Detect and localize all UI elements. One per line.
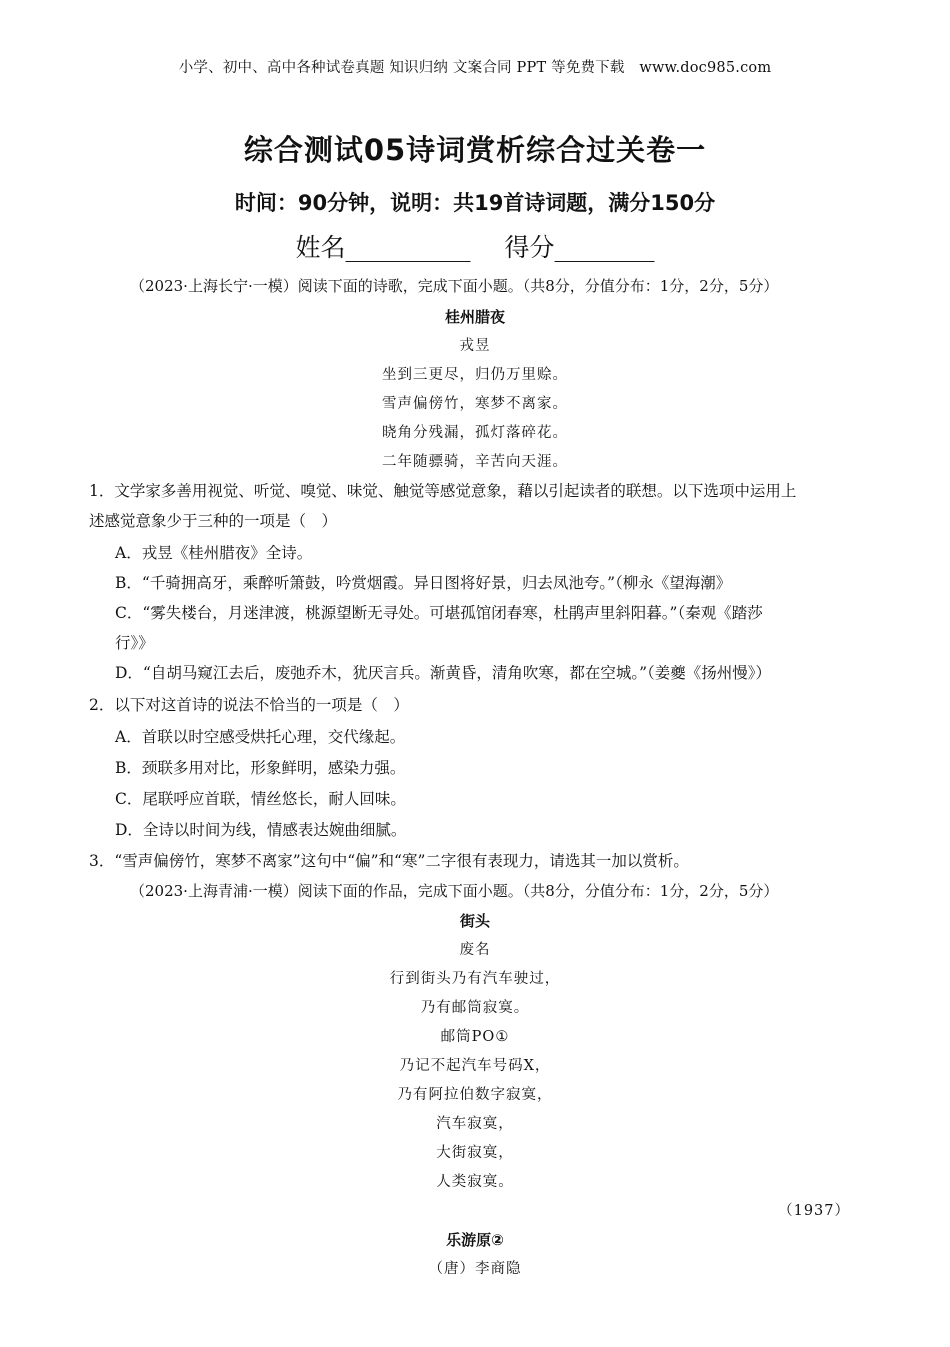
poem1-author: 戎昱 (459, 338, 491, 354)
question-1: 1．文学家多善用视觉、听觉、嗅觉、味觉、触觉等感觉意象，藉以引起读者的联想。以下选项中运用上 (89, 482, 797, 500)
question-3: 3．“雪声偏傍竹，寒梦不离家”这句中“偏”和“寒”二字很有表现力，请选其一加以赏析。 (89, 852, 689, 870)
poem2-line: 行到街头乃有汽车驶过， (389, 971, 561, 987)
poem1-line: 雪声偏傍竹，寒梦不离家。 (382, 396, 568, 412)
poem2-author: 废名 (459, 942, 491, 958)
site-header: 小学、初中、高中各种试卷真题 知识归纳 文案合同 PPT 等免费下载 www.doc985.com (178, 60, 772, 76)
poem2-line: 邮筒PO① (440, 1029, 510, 1045)
question-1-cont: 述感觉意象少于三种的一项是（ ） (89, 512, 338, 530)
poem1-line: 二年随骠骑，辛苦向天涯。 (382, 454, 568, 470)
q1-option-c-cont: 行》》 (115, 634, 154, 652)
page-subtitle: 时间：90分钟，说明：共19首诗词题，满分150分 (234, 191, 716, 215)
poem1-title: 桂州腊夜 (444, 308, 505, 326)
poem1-line: 坐到三更尽，归仍万里赊。 (382, 367, 568, 383)
poem2-line: 汽车寂寞， (436, 1116, 514, 1132)
poem3-title: 乐游原② (446, 1231, 504, 1249)
name-score-line (0, 228, 950, 264)
q1-option-b: B．“千骑拥高牙，乘醉听箫鼓，吟赏烟霞。异日图将好景，归去凤池夸。”（柳永《望海潮》 (115, 574, 732, 592)
poem2-year: （1937） (778, 1203, 850, 1219)
page-title: 综合测试05诗词赏析综合过关卷一 (243, 133, 707, 167)
score-field: 得分________ (504, 233, 655, 262)
section1-intro: （2023·上海长宁·一模）阅读下面的诗歌，完成下面小题。（共8分，分值分布：1分，2分，5分） (130, 277, 779, 295)
question-2: 2．以下对这首诗的说法不恰当的一项是（ ） (89, 696, 409, 714)
name-field: 姓名__________ (295, 233, 471, 262)
q2-option-a: A．首联以时空感受烘托心理，交代缘起。 (115, 728, 406, 746)
q1-option-d: D．“自胡马窥江去后，废弛乔木，犹厌言兵。渐黄昏，清角吹寒，都在空城。”（姜夔《扬州慢》） (115, 664, 772, 682)
poem2-line: 乃记不起汽车号码X， (399, 1058, 551, 1074)
q1-option-a: A．戎昱《桂州腊夜》全诗。 (115, 544, 313, 562)
q2-option-c: C．尾联呼应首联，情丝悠长，耐人回味。 (115, 790, 406, 808)
section2-intro: （2023·上海青浦·一模）阅读下面的作品，完成下面小题。（共8分，分值分布：1分，2分，5分） (130, 882, 779, 900)
poem2-title: 街头 (459, 912, 490, 930)
q2-option-b: B．颈联多用对比，形象鲜明，感染力强。 (115, 759, 406, 777)
poem1-line: 晓角分残漏，孤灯落碎花。 (382, 425, 568, 441)
poem2-line: 人类寂寞。 (436, 1174, 514, 1190)
poem2-line: 乃有邮筒寂寞。 (420, 1000, 530, 1016)
poem3-author: （唐）李商隐 (428, 1261, 522, 1277)
poem2-line: 大街寂寞， (436, 1145, 514, 1161)
q1-option-c: C．“雾失楼台，月迷津渡，桃源望断无寻处。可堪孤馆闭春寒，杜鹃声里斜阳暮。”（秦观《踏莎 (115, 604, 763, 622)
poem2-line: 乃有阿拉伯数字寂寞， (397, 1087, 553, 1103)
q2-option-d: D．全诗以时间为线，情感表达婉曲细腻。 (115, 821, 407, 839)
